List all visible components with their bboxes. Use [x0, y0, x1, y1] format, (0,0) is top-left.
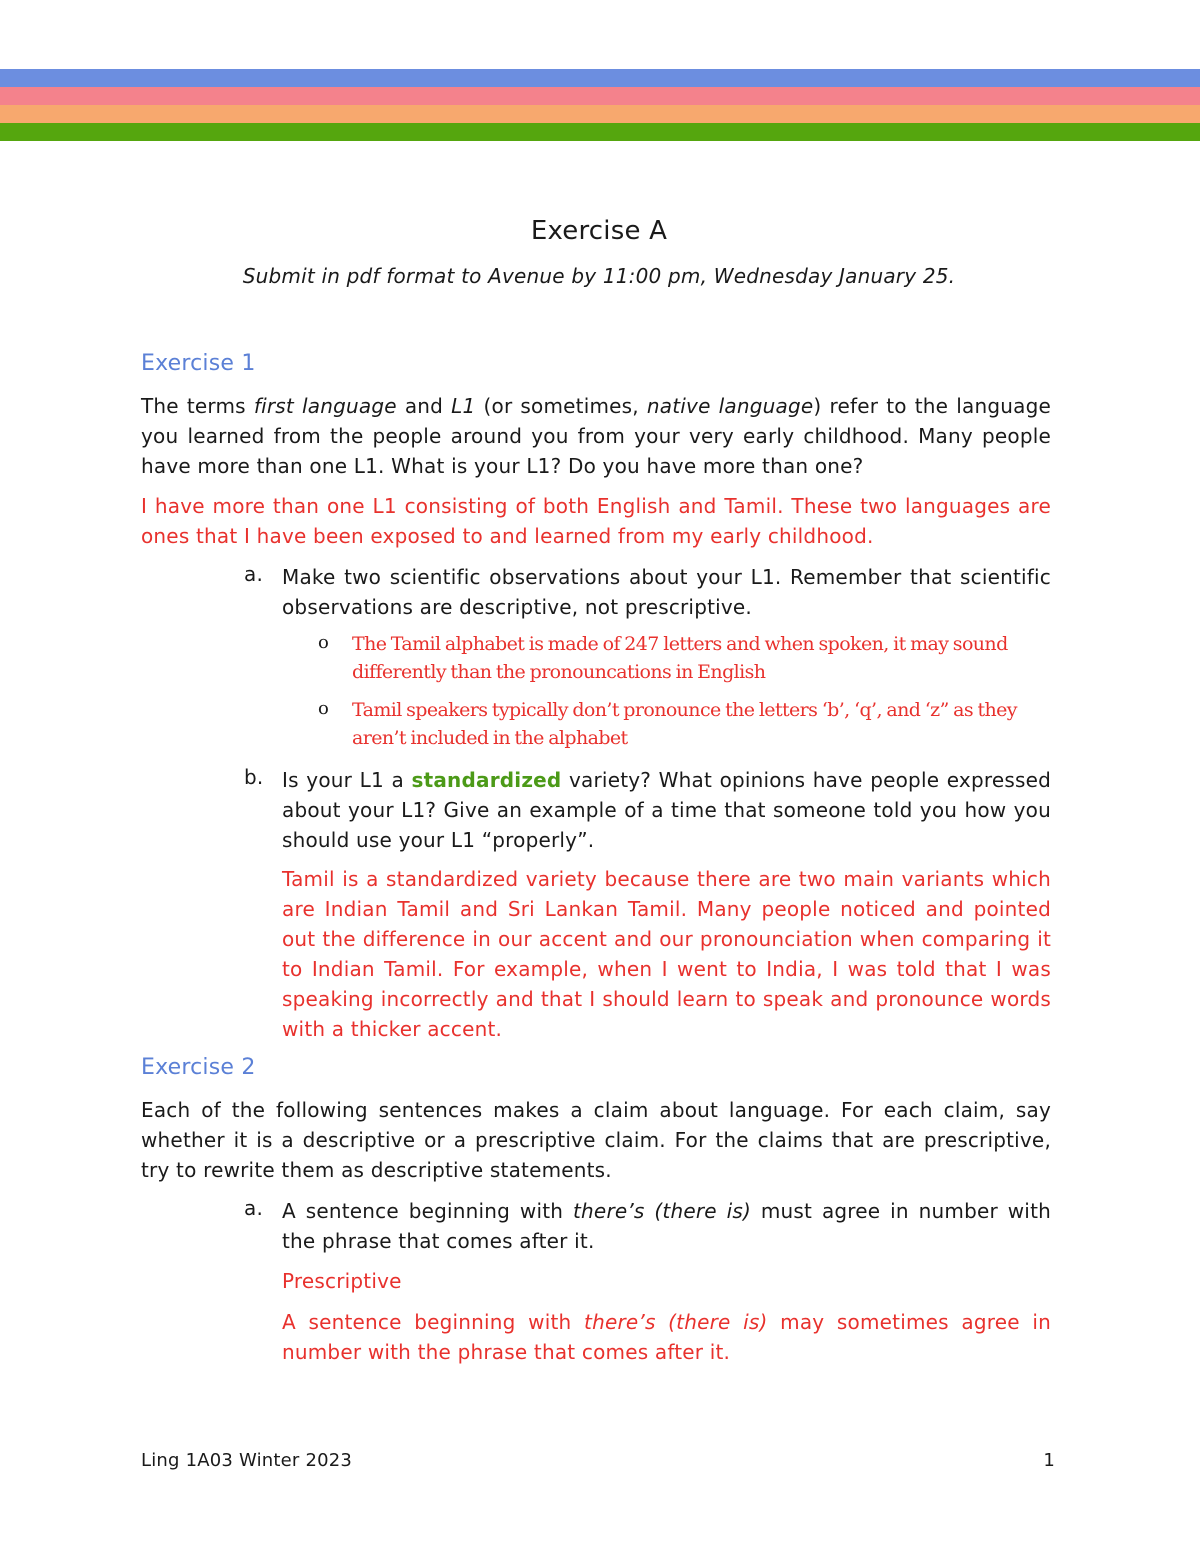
page-subtitle: Submit in pdf format to Avenue by 11:00 pm, Wednesday January 25.: [242, 264, 956, 288]
footer-page-number: 1: [1043, 1450, 1055, 1471]
exercise-1a-observation-2: Tamil speakers typically don’t pronounce the letters ‘b’, ‘q’, and ‘z” as they aren’t included in the alphabet: [352, 699, 1017, 749]
exercise-2a-claim: A sentence beginning with there’s (there is) must agree in number with the phrase that comes after it.: [282, 1199, 1051, 1253]
bullet-marker: o: [318, 698, 330, 719]
bullet-marker: o: [318, 632, 330, 653]
list-label-a: a.: [244, 562, 264, 586]
exercise-1-heading: Exercise 1: [141, 351, 256, 376]
list-label-b: b.: [244, 765, 264, 789]
stripe-green: [0, 123, 1200, 141]
exercise-2a-answer-rewrite: A sentence beginning with there’s (there is) may sometimes agree in number with the phrase that comes after it.: [282, 1310, 1051, 1364]
exercise-1b-answer: Tamil is a standardized variety because there are two main variants which are Indian Tamil and Sri Lankan Tamil. Many people noticed and pointed out the difference in our accent and our pronounciation when comparing it to Indian Tamil. For example, when I went to India, I was told that I was speaking incorrectly and that I should learn to speak and pronounce words with a thicker accent.: [282, 867, 1051, 1041]
exercise-2-intro: Each of the following sentences makes a claim about language. For each claim, say whether it is a descriptive or a prescriptive claim. For the claims that are prescriptive, try to rewrite them as descriptive statements.: [141, 1098, 1051, 1182]
exercise-1b-question: Is your L1 a standardized variety? What opinions have people expressed about your L1? Give an example of a time that someone told you how you should use your L1 “properly”.: [282, 768, 1051, 852]
list-label-a: a.: [244, 1196, 264, 1220]
exercise-1-question: The terms first language and L1 (or sometimes, native language) refer to the language you learned from the people around you from your very early childhood. Many people have more than one L1. What is your L1? Do you have more than one?: [141, 394, 1051, 478]
page-title: Exercise A: [530, 216, 668, 246]
exercise-2a-answer-type: Prescriptive: [282, 1269, 402, 1293]
exercise-1a-question: Make two scientific observations about your L1. Remember that scientific observations are descriptive, not prescriptive.: [282, 565, 1051, 619]
exercise-1-answer: I have more than one L1 consisting of both English and Tamil. These two languages are ones that I have been exposed to and learned from my early childhood.: [141, 494, 1051, 548]
stripe-orange: [0, 105, 1200, 123]
stripe-pink: [0, 87, 1200, 105]
exercise-1a-observation-1: The Tamil alphabet is made of 247 letters and when spoken, it may sound differently than the pronouncations in English: [352, 633, 1008, 683]
decorative-stripes: [0, 69, 1200, 141]
footer-course: Ling 1A03 Winter 2023: [141, 1450, 353, 1471]
exercise-2-heading: Exercise 2: [141, 1055, 256, 1080]
stripe-blue: [0, 69, 1200, 87]
